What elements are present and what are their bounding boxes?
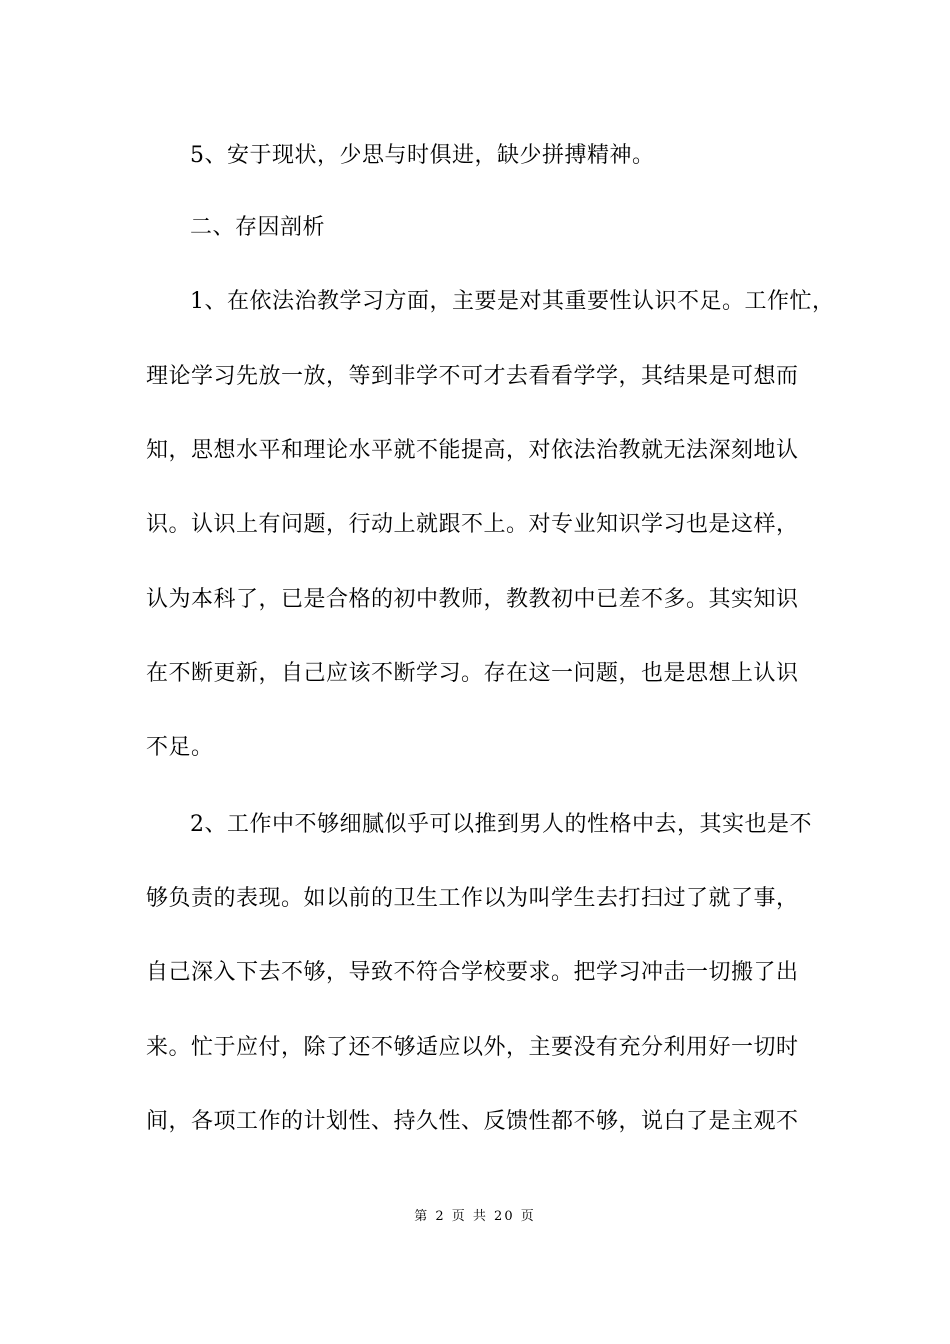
text-line: 理论学习先放一放，等到非学不可才去看看学学，其结果是可想而 xyxy=(146,364,799,389)
text-line: 认为本科了，已是合格的初中教师，教教初中已差不多。其实知识 xyxy=(146,587,799,612)
text-line: 自己深入下去不够，导致不符合学校要求。把学习冲击一切搬了出 xyxy=(146,960,799,985)
text-line: 来。忙于应付，除了还不够适应以外，主要没有充分利用好一切时 xyxy=(146,1035,799,1060)
section-heading: 二、存因剖析 xyxy=(190,215,326,240)
text-line: 5、安于现状，少思与时俱进，缺少拼搏精神。 xyxy=(190,143,655,168)
page-number-footer: 第 2 页 共 20 页 xyxy=(414,1209,536,1224)
text-line: 2、工作中不够细腻似乎可以推到男人的性格中去，其实也是不 xyxy=(190,812,812,837)
text-line: 够负责的表现。如以前的卫生工作以为叫学生去打扫过了就了事， xyxy=(146,886,799,911)
text-line: 间，各项工作的计划性、持久性、反馈性都不够，说白了是主观不 xyxy=(146,1109,799,1134)
text-line: 不足。 xyxy=(146,735,214,760)
text-line: 识。认识上有问题，行动上就跟不上。对专业知识学习也是这样， xyxy=(146,512,799,537)
text-line: 知，思想水平和理论水平就不能提高，对依法治教就无法深刻地认 xyxy=(146,438,799,463)
text-line: 在不断更新，自己应该不断学习。存在这一问题，也是思想上认识 xyxy=(146,661,799,686)
text-line: 1、在依法治教学习方面，主要是对其重要性认识不足。工作忙， xyxy=(190,289,835,314)
